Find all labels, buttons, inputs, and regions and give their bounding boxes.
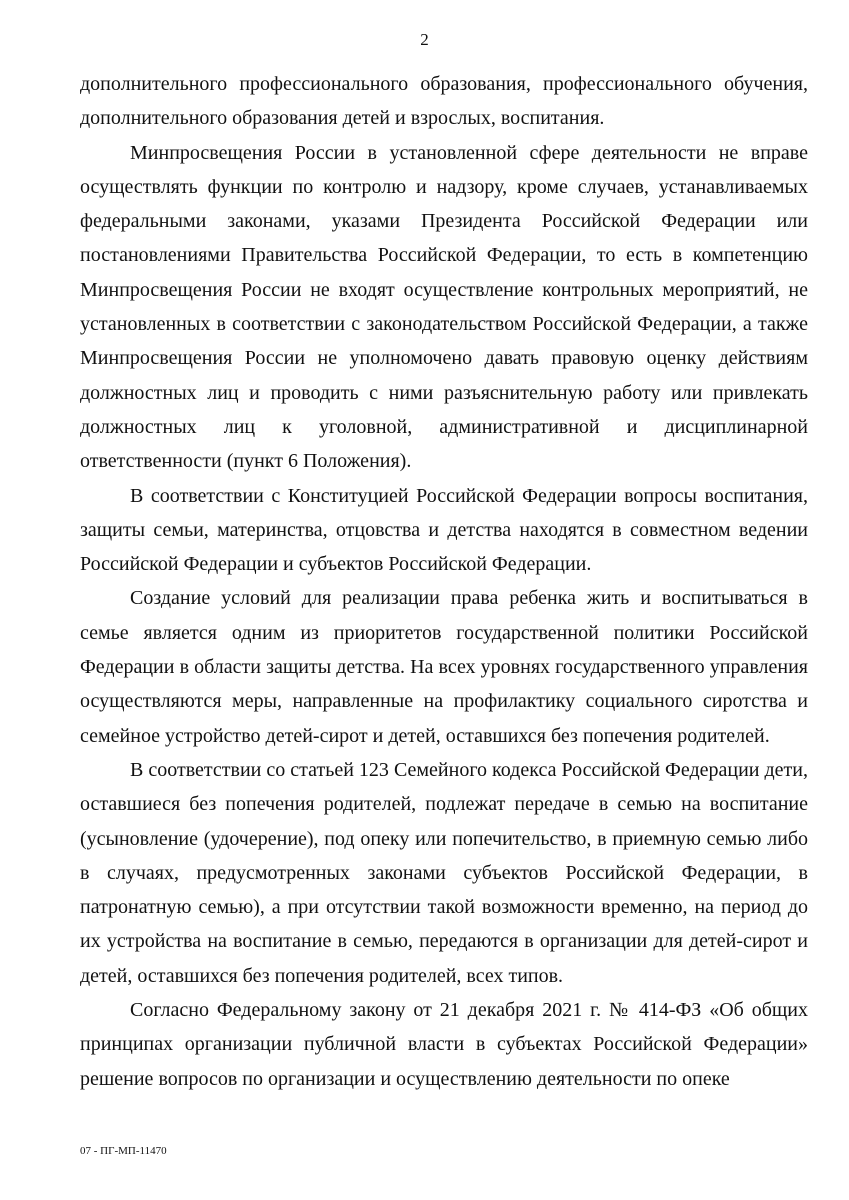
paragraph-competence: Минпросвещения России в установленной сфере деятельности не вправе осуществлять функции по контролю и надзору, кроме случаев, устанавливаемых федеральными законами, указами Президента Российской Федерации или постановлениями Правительства Российской Федерации, то есть в компетенцию Минпросвещения России не входят осуществление контрольных мероприятий, не установленных в соответствии с законодательством Российской Федерации, а также Минпросвещения России не уполномочено давать правовую оценку действиям должностных лиц и проводить с ними разъяснительную работу или привлекать должностных лиц к уголовной, административной и дисциплинарной ответственности (пункт 6 Положения).: [80, 141, 808, 473]
paragraph-constitution: В соответствии с Конституцией Российской Федерации вопросы воспитания, защиты семьи, материнства, отцовства и детства находятся в совместном ведении Российской Федерации и субъектов Российской Федерации.: [80, 484, 808, 576]
page-number: 2: [420, 30, 429, 49]
paragraph-family-rights: Создание условий для реализации права ребенка жить и воспитываться в семье является одним из приоритетов государственной политики Российской Федерации в области защиты детства. На всех уровнях государственного управления осуществляются меры, направленные на профилактику социального сиротства и семейное устройство детей-сирот и детей, оставшихся без попечения родителей.: [80, 587, 808, 747]
paragraph-federal-law: Согласно Федеральному закону от 21 декабря 2021 г. № 414-ФЗ «Об общих принципах организации публичной власти в субъектах Российской Федерации» решение вопросов по организации и осуществлению деятельности по опеке: [80, 999, 808, 1090]
document-code: 07 - ПГ-МП-11470: [80, 1145, 167, 1157]
paragraph-family-code: В соответствии со статьей 123 Семейного кодекса Российской Федерации дети, оставшиеся без попечения родителей, подлежат передаче в семью на воспитание (усыновление (удочерение), под опеку или попечительство, в приемную семью либо в случаях, предусмотренных законами субъектов Российской Федерации, в патронатную семью), а при отсутствии такой возможности временно, на период до их устройства на воспитание в семью, передаются в организации для детей-сирот и детей, оставшихся без попечения родителей, всех типов.: [80, 758, 808, 987]
document-body: [80, 67, 808, 1096]
paragraph-continuation: дополнительного профессионального образования, профессионального обучения, дополнительного образования детей и взрослых, воспитания.: [80, 73, 808, 130]
